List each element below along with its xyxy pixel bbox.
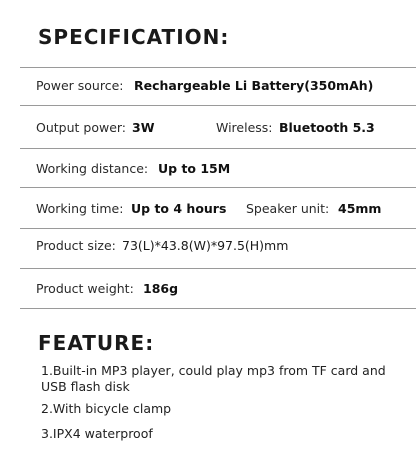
- divider: [20, 268, 416, 269]
- divider: [20, 228, 416, 229]
- product-size-value: 73(L)*43.8(W)*97.5(H)mm: [122, 238, 289, 253]
- divider: [20, 187, 416, 188]
- working-distance-label: Working distance:: [36, 161, 149, 176]
- spec-row-product-weight: [36, 279, 406, 299]
- output-power-value: 3W: [132, 120, 155, 135]
- spec-row-output-power: [36, 118, 406, 138]
- feature-item: 2.With bicycle clamp: [41, 401, 172, 416]
- output-power-label: Output power:: [36, 120, 127, 135]
- working-time-value: Up to 4 hours: [131, 201, 227, 216]
- speaker-unit-label: Speaker unit:: [246, 201, 330, 216]
- specification-heading: SPECIFICATION:: [38, 25, 230, 49]
- wireless-label: Wireless:: [216, 120, 273, 135]
- spec-row-power-source: [36, 76, 406, 96]
- product-size-label: Product size:: [36, 238, 116, 253]
- wireless-value: Bluetooth 5.3: [279, 120, 375, 135]
- working-distance-value: Up to 15M: [158, 161, 231, 176]
- divider: [20, 148, 416, 149]
- feature-heading: FEATURE:: [38, 331, 155, 355]
- spec-row-working-distance: [36, 159, 406, 179]
- feature-item: 3.IPX4 waterproof: [41, 426, 153, 441]
- spec-row-working-time: [36, 199, 406, 219]
- power-source-value: Rechargeable Li Battery(350mAh): [134, 78, 374, 93]
- product-weight-label: Product weight:: [36, 281, 134, 296]
- spec-row-product-size: [36, 236, 406, 256]
- divider: [20, 308, 416, 309]
- product-weight-value: 186g: [143, 281, 179, 296]
- working-time-label: Working time:: [36, 201, 124, 216]
- speaker-unit-value: 45mm: [338, 201, 382, 216]
- divider: [20, 105, 416, 106]
- divider: [20, 67, 416, 68]
- power-source-label: Power source:: [36, 78, 124, 93]
- feature-item: 1.Built-in MP3 player, could play mp3 from TF card and USB flash disk: [41, 363, 386, 394]
